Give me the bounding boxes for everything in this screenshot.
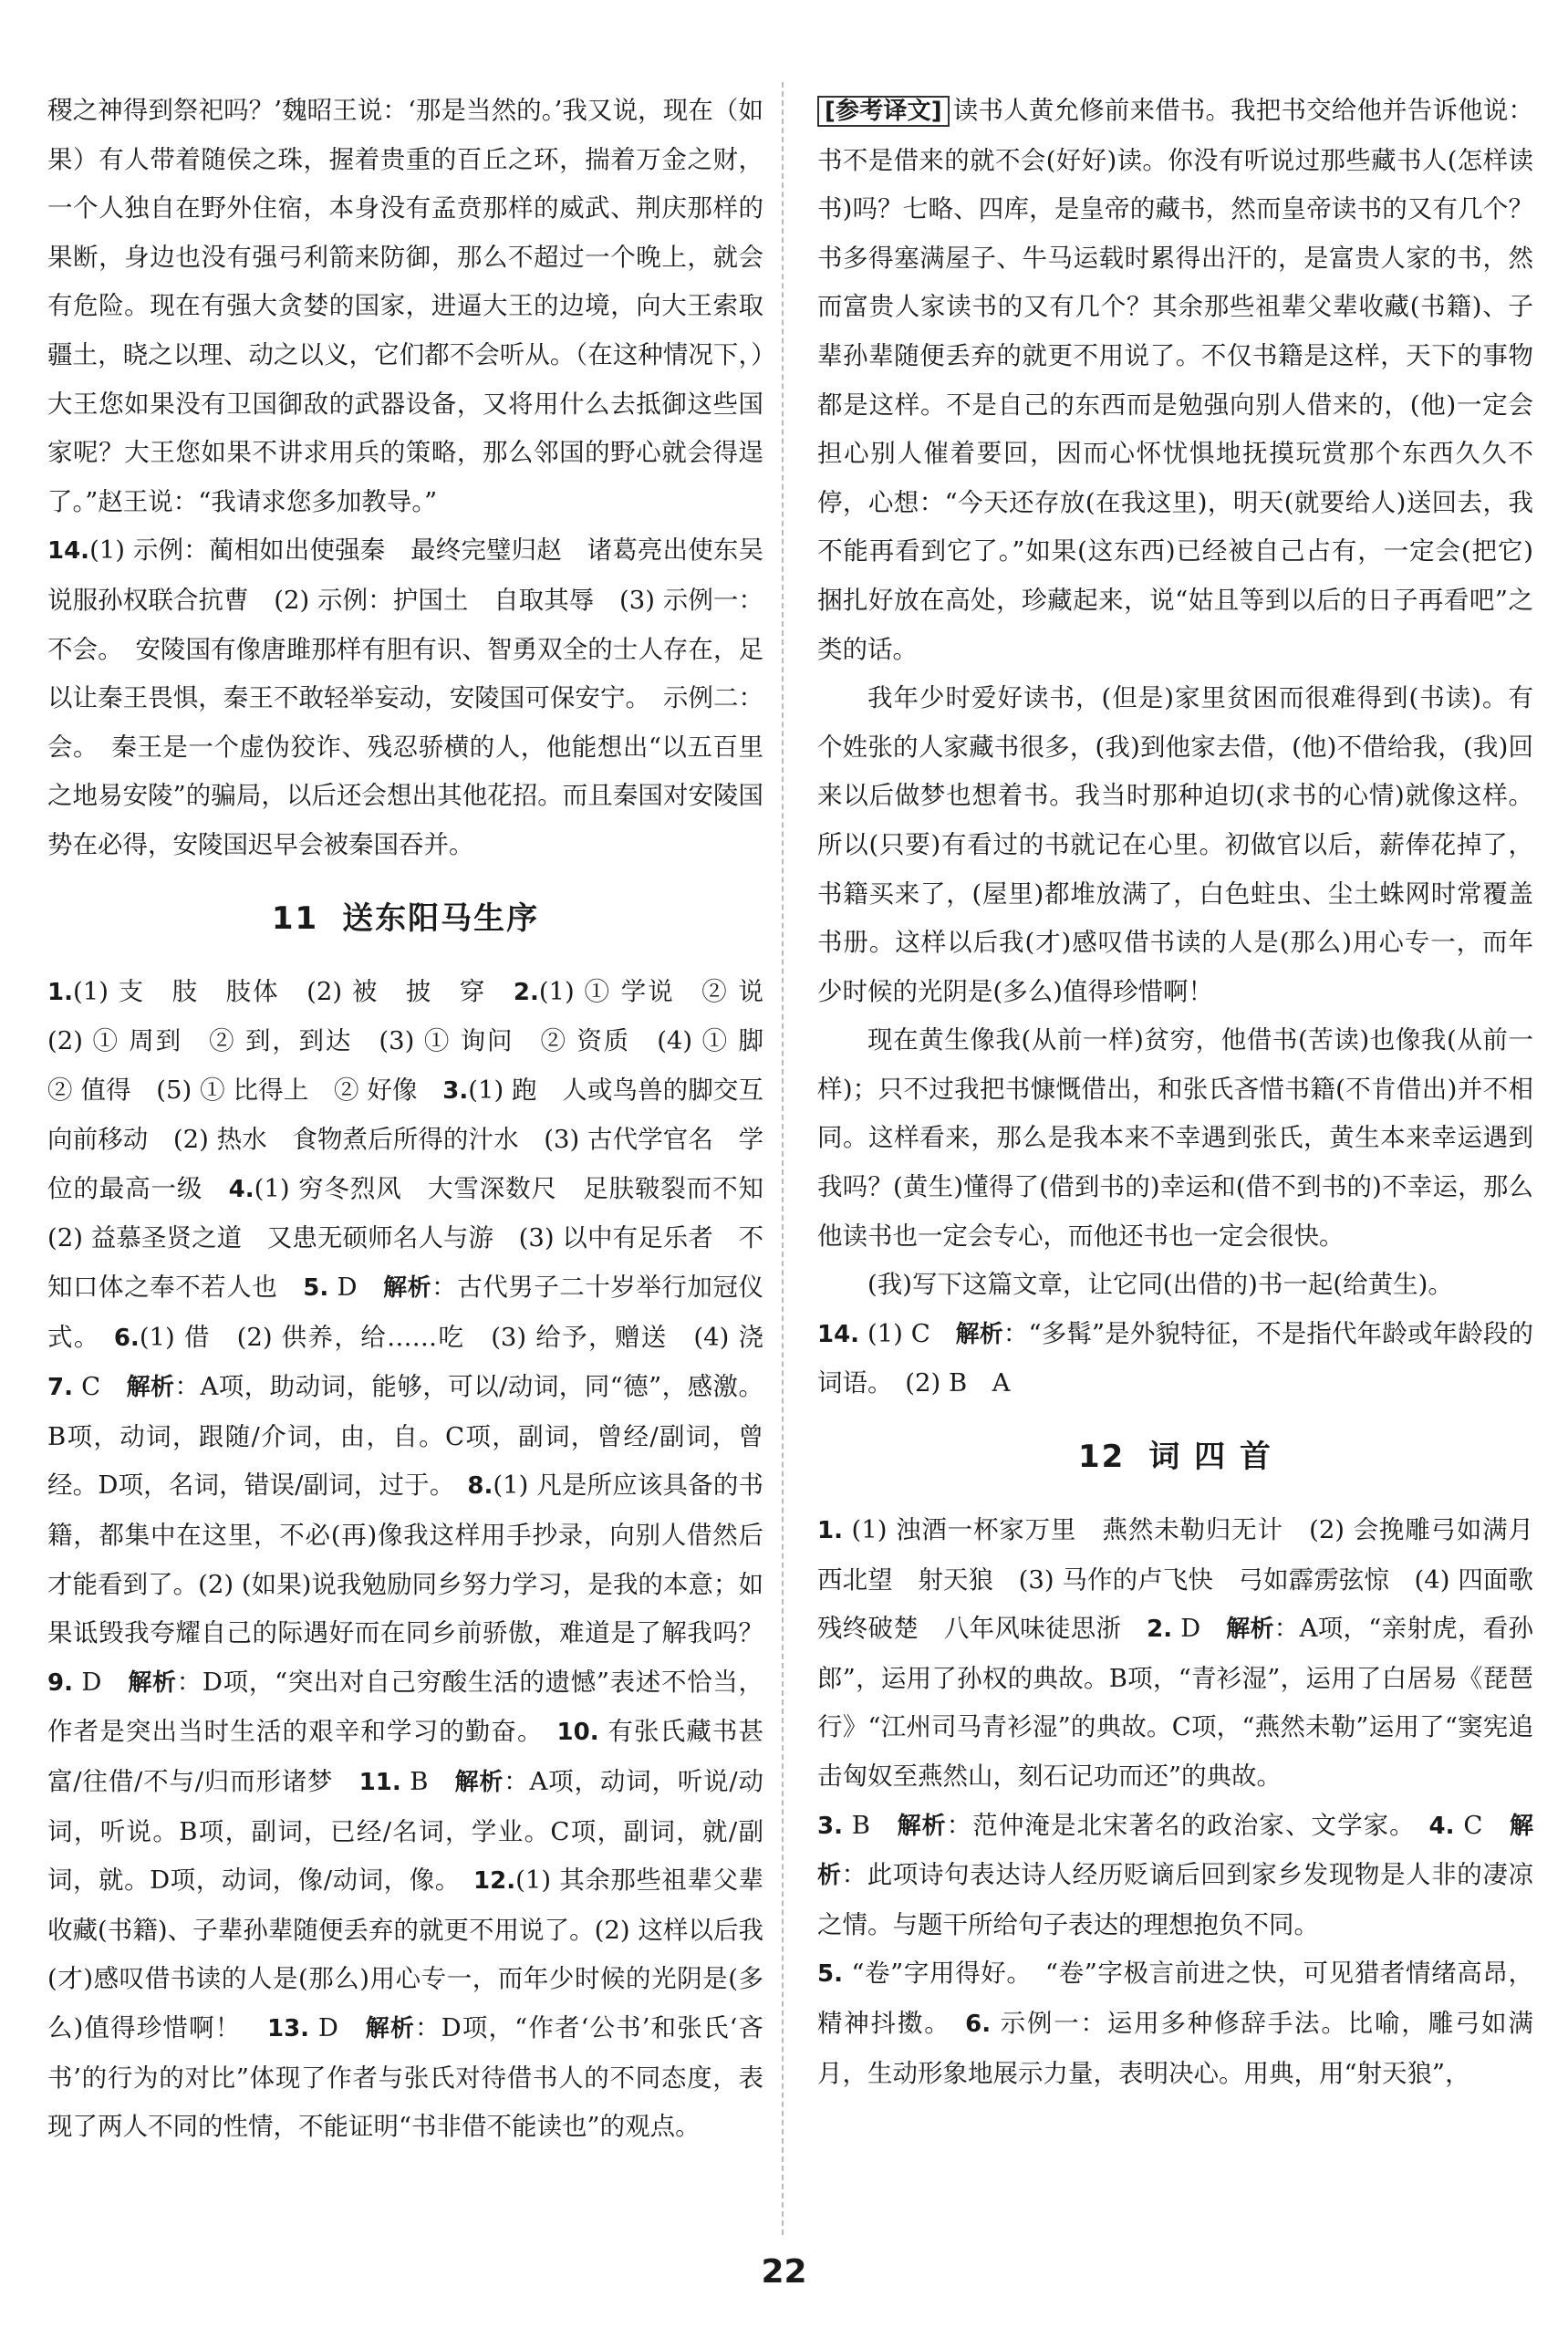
analysis-label: 解析 — [897, 1812, 947, 1840]
section-heading-12 — [817, 1408, 1533, 1506]
answer-text: D — [1172, 1614, 1227, 1644]
question-number: 4. — [228, 1175, 254, 1203]
answer-text: (1) 浊酒一杯家万里 燕然未勒归无计 (2) 会挽雕弓如满月 西北望 射天狼 (3) 马作的卢飞快 弓如霹雳弦惊 (4) 四面歌残终破楚 八年风味徒思浙 — [817, 1515, 1559, 1644]
question-number: 7. — [47, 1374, 73, 1402]
question-number: 2. — [513, 978, 539, 1006]
analysis-label: 解析 — [383, 1274, 432, 1303]
question-number: 12. — [473, 1867, 516, 1896]
question-number: 2. — [1147, 1616, 1173, 1644]
analysis-text: ：古代男子二十岁举行加冠仪式。 — [47, 1273, 763, 1352]
question-number: 1. — [47, 978, 73, 1006]
answers-block-2 — [817, 1802, 1533, 1950]
answers-block — [817, 1506, 1559, 1802]
section-title: 送东阳马生序 — [342, 899, 540, 937]
translation-paragraph-3: 现在黄生像我(从前一样)贫穷，他借书(苦读)也像我(从前一样)；只不过我把书慷慨借出，和张氏吝惜书籍(不肯借出)并不相同。这样看来，那么是我本来不幸遇到张氏，黄生本来幸运遇到我吗？(黄生)懂得了(借到书的)幸运和(借不到书的)不幸运，那么他读书也一定会专心，而他还书也一定会很快。 — [817, 1025, 1533, 1251]
analysis-text: ：D项，“突出对自己穷酸生活的遗憾”表述不恰当，作者是突出当时生活的艰辛和学习的勤奋。 — [47, 1667, 763, 1747]
answer-text: (1) 借 (2) 供养，给……吃 (3) 给予，赠送 (4) 浇 — [139, 1322, 789, 1352]
answer-text: 示例一：运用多种修辞手法。比喻，雕弓如满月，生动形象地展示力量，表明决心。用典，用“射天狼”， — [817, 2008, 1533, 2088]
question-number: 4. — [1428, 1812, 1455, 1840]
question-number: 5. — [303, 1274, 329, 1303]
analysis-label: 解析 — [817, 1812, 1533, 1890]
answer-text: C — [1454, 1810, 1510, 1840]
question-number: 8. — [467, 1472, 493, 1501]
reference-translation-tag: [参考译文] — [817, 96, 950, 127]
answer-text: 有张氏藏书甚富/往借/不与/归而形诸梦 — [47, 1717, 763, 1796]
analysis-text: ：A项，助动词，能够，可以/动词，同“德”，感激。B项，动词，跟随/介词，由，自。C项，副词，曾经/副词，曾经。D项，名词，错误/副词，过于。 — [47, 1372, 763, 1501]
answers-block — [47, 968, 789, 2152]
question-number: 1. — [817, 1517, 843, 1545]
analysis-text: ：A项，“亲射虎，看孙郎”，运用了孙权的典故。B项，“青衫湿”，运用了白居易《琵琶行》“江州司马青衫湿”的典故。C项，“燕然未勒”运用了“窦宪追击匈奴至燕然山，刻石记功而还”的典故。 — [817, 1614, 1533, 1791]
left-column — [47, 87, 789, 2152]
analysis-text: ：此项诗句表达诗人经历贬谪后回到家乡发现物是人非的凄凉之情。与题干所给句子表达的理想抱负不同。 — [817, 1860, 1533, 1939]
answer-text: C — [72, 1372, 127, 1402]
answer-text: D — [328, 1273, 384, 1303]
column-divider — [782, 82, 784, 2235]
question-number: 6. — [113, 1324, 140, 1352]
question-number: 5. — [817, 1960, 843, 1989]
answer-text: “卷”字用得好。 “卷”字极言前进之快，可见猎者情绪高昂，精神抖擞。 — [817, 1959, 1533, 2038]
answer-text: (1) 其余那些祖辈父辈收藏(书籍)、子辈孙辈随便丢弃的就更不用说了。(2) 这样以后我(才)感叹借书读的人是(那么)用心专一，而年少时候的光阴是(多么)值得珍惜啊！ — [47, 1866, 763, 2042]
analysis-label: 解析 — [126, 1374, 175, 1402]
section-heading-11 — [47, 870, 763, 968]
translation-continuation: 稷之神得到祭祀吗？’魏昭王说：‘那是当然的。’我又说，现在（如果）有人带着随侯之珠，握着贵重的百丘之环，揣着万金之财，一个人独自在野外住宿，本身没有孟贲那样的威武、荆庆那样的果断，身边也没有强弓利箭来防御，那么不超过一个晚上，就会有危险。现在有强大贪婪的国家，进逼大王的边境，向大王索取疆土，晓之以理、动之以义，它们都不会听从。（在这种情况下，）大王您如果没有卫国御敌的武器设备，又将用什么去抵御这些国家呢？大王您如果不讲求用兵的策略，那么邻国的野心就会得逞了。”赵王说：“我请求您多加教导。” — [47, 96, 763, 516]
translation-paragraph-2: 我年少时爱好读书，(但是)家里贫困而很难得到(书读)。有个姓张的人家藏书很多，(我)到他家去借，(他)不借给我，(我)回来以后做梦也想着书。我当时那种迫切(求书的心情)就像这样。所以(只要)有看过的书就记在心里。初做官以后，薪俸花掉了，书籍买来了，(屋里)都堆放满了，白色蛀虫、尘土蛛网时常覆盖书册。这样以后我(才)感叹借书读的人是(那么)用心专一，而年少时候的光阴是(多么)值得珍惜啊！ — [817, 683, 1533, 1006]
question-number: 6. — [965, 2010, 992, 2038]
answer-text: D — [72, 1667, 129, 1697]
answer-14 — [47, 526, 789, 869]
analysis-text: ：范仲淹是北宋著名的政治家、文学家。 — [946, 1810, 1429, 1840]
answer-text: B — [842, 1810, 898, 1840]
answer-text: D — [309, 2012, 366, 2042]
analysis-label: 解析 — [128, 1668, 177, 1697]
answer-14 — [817, 1310, 1533, 1408]
answer-text: (1) 穷冬烈风 大雪深数尺 足肤皲裂而不知 (2) 益慕圣贤之道 又患无硕师名人与游 (3) 以中有足乐者 不知口体之奉不若人也 — [47, 1173, 789, 1303]
section-title: 词 四 首 — [1148, 1439, 1272, 1476]
analysis-label: 解析 — [454, 1769, 504, 1796]
reference-translation — [817, 87, 1533, 674]
answers-block-3 — [817, 1949, 1533, 2098]
answer-text: (1) 支 肢 肢体 (2) 被 披 穿 — [72, 976, 514, 1006]
right-column — [817, 87, 1559, 2098]
analysis-label: 解析 — [955, 1320, 1003, 1348]
question-number: 14. — [47, 537, 90, 566]
analysis-text: ：D项，“作者‘公书’和张氏‘吝书’的行为的对比”体现了作者与张氏对待借书人的不同态度，表现了两人不同的性情，不能证明“书非借不能读也”的观点。 — [47, 2012, 763, 2142]
question-number: 13. — [266, 2014, 310, 2042]
analysis-label: 解析 — [1226, 1616, 1274, 1644]
translation-paragraph-1: 读书人黄允修前来借书。我把书交给他并告诉他说：书不是借来的就不会(好好)读。你没有听说过那些藏书人(怎样读书)吗？七略、四库，是皇帝的藏书，然而皇帝读书的又有几个？书多得塞满屋子、牛马运载时累得出汗的，是富贵人家的书，然而富贵人家读书的又有几个？其余那些祖辈父辈收藏(书籍)、子辈孙辈随便丢弃的就更不用说了。不仅书籍是这样，天下的事物都是这样。不是自己的东西而是勉强向别人借来的，(他)一定会担心别人催着要回，因而心怀忧惧地抚摸玩赏那个东西久久不停，心想：“今天还存放(在我这里)，明天(就要给人)送回去，我不能再看到它了。”如果(这东西)已经被自己占有，一定会(把它)捆扎好放在高处，珍藏起来，说“姑且等到以后的日子再看吧”之类的话。 — [817, 96, 1533, 664]
question-number: 9. — [47, 1668, 73, 1697]
analysis-text: ：A项，动词，听说/动词，听说。B项，副词，已经/名词，学业。C项，副词，就/副词，就。D项，动词，像/动词，像。 — [47, 1767, 763, 1896]
question-number: 11. — [358, 1769, 401, 1796]
analysis-label: 解析 — [365, 2014, 416, 2042]
question-number: 3. — [817, 1812, 843, 1840]
answer-text: (1) ① 学说 ② 说 (2) ① 周到 ② 到，到达 (3) ① 询问 ② 资质 (4) ① 脚 ② 值得 (5) ① 比得上 ② 好像 — [47, 976, 789, 1105]
page-number: 22 — [761, 2253, 807, 2291]
answer-text: (1) 示例：蔺相如出使强秦 最终完璧归赵 诸葛亮出使东吴 说服孙权联合抗曹 (2) 示例：护国土 自取其辱 (3) 示例一：不会。 安陵国有像唐雎那样有胆有识、智勇双全的士人存在，足以让秦王畏惧，秦王不敢轻举妄动，安陵国可保安宁。 示例二：会。 秦王是一个虚伪狡诈、残忍骄横的人，他能想出“以五百里之地易安陵”的骗局，以后还会想出其他花招。而且秦国对安陵国势在必得，安陵国迟早会被秦国吞并。 — [47, 535, 789, 859]
translation-paragraph-4: (我)写下这篇文章，让它同(出借的)书一起(给黄生)。 — [867, 1270, 1453, 1300]
answer-text: B — [400, 1767, 455, 1796]
question-number: 3. — [442, 1076, 469, 1105]
analysis-text: ：“多髯”是外貌特征，不是指代年龄或年龄段的词语。 (2) B A — [817, 1318, 1533, 1398]
question-number: 10. — [556, 1719, 599, 1747]
answer-text: (1) 凡是所应该具备的书籍，都集中在这里，不必(再)像我这样用手抄录，向别人借然后才能看到了。(2) (如果)说我勉励同乡努力学习，是我的本意；如果诋毁我夸耀自己的际遇好而在同乡前骄傲，难道是了解我吗？ — [47, 1471, 789, 1648]
question-number: 14. — [817, 1320, 860, 1348]
section-number: 12 — [1077, 1439, 1126, 1476]
section-number: 11 — [271, 899, 319, 937]
answer-text: (1) C — [859, 1318, 956, 1348]
answer-text: (1) 跑 人或鸟兽的脚交互向前移动 (2) 热水 食物煮后所得的汁水 (3) 古代学官名 学位的最高一级 — [47, 1075, 763, 1203]
